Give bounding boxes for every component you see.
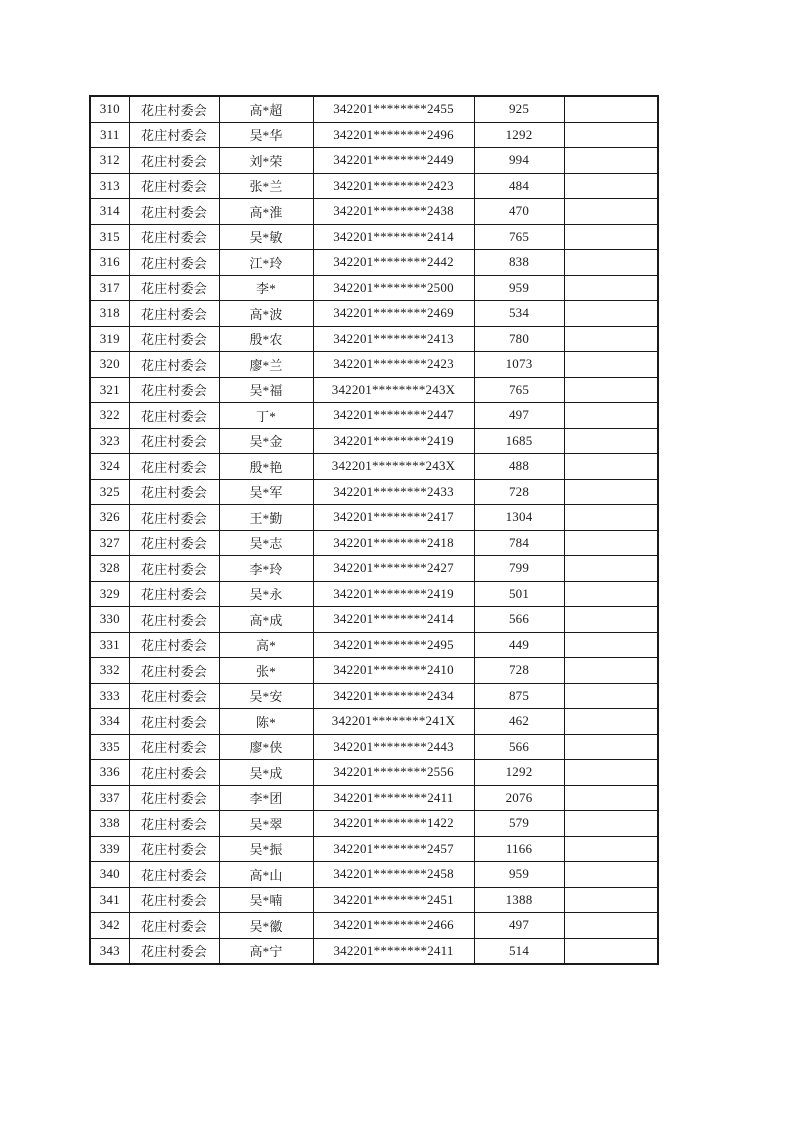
cell-blank — [564, 454, 658, 480]
cell-amount: 566 — [474, 607, 564, 633]
table-row — [90, 862, 658, 888]
cell-village: 花庄村委会 — [129, 326, 219, 352]
table-row — [90, 709, 658, 735]
table-row — [90, 505, 658, 531]
cell-blank — [564, 326, 658, 352]
cell-blank — [564, 938, 658, 964]
cell-amount: 728 — [474, 479, 564, 505]
cell-id-number: 342201********2410 — [313, 658, 474, 684]
cell-row-index: 334 — [90, 709, 129, 735]
cell-row-index: 321 — [90, 377, 129, 403]
cell-amount: 1388 — [474, 887, 564, 913]
cell-id-number: 342201********2423 — [313, 352, 474, 378]
cell-blank — [564, 505, 658, 531]
cell-row-index: 311 — [90, 122, 129, 148]
cell-row-index: 315 — [90, 224, 129, 250]
cell-id-number: 342201********2496 — [313, 122, 474, 148]
table-row — [90, 250, 658, 276]
cell-village: 花庄村委会 — [129, 224, 219, 250]
cell-village: 花庄村委会 — [129, 122, 219, 148]
table-row — [90, 530, 658, 556]
cell-id-number: 342201********2447 — [313, 403, 474, 429]
table-row — [90, 479, 658, 505]
cell-person-name: 高* — [219, 632, 313, 658]
cell-blank — [564, 224, 658, 250]
cell-person-name: 江*玲 — [219, 250, 313, 276]
cell-person-name: 王*勤 — [219, 505, 313, 531]
cell-id-number: 342201********243X — [313, 377, 474, 403]
cell-person-name: 吴*敏 — [219, 224, 313, 250]
cell-row-index: 330 — [90, 607, 129, 633]
cell-row-index: 333 — [90, 683, 129, 709]
table-row — [90, 887, 658, 913]
cell-person-name: 廖*兰 — [219, 352, 313, 378]
table-row — [90, 403, 658, 429]
cell-id-number: 342201********2433 — [313, 479, 474, 505]
cell-person-name: 高*成 — [219, 607, 313, 633]
table-row — [90, 683, 658, 709]
cell-blank — [564, 913, 658, 939]
cell-amount: 484 — [474, 173, 564, 199]
cell-amount: 765 — [474, 224, 564, 250]
table-row — [90, 173, 658, 199]
cell-row-index: 317 — [90, 275, 129, 301]
cell-person-name: 张*兰 — [219, 173, 313, 199]
cell-blank — [564, 352, 658, 378]
cell-blank — [564, 250, 658, 276]
cell-person-name: 陈* — [219, 709, 313, 735]
table-row — [90, 760, 658, 786]
cell-blank — [564, 403, 658, 429]
cell-village: 花庄村委会 — [129, 607, 219, 633]
table-row — [90, 556, 658, 582]
cell-village: 花庄村委会 — [129, 428, 219, 454]
cell-blank — [564, 377, 658, 403]
cell-amount: 799 — [474, 556, 564, 582]
cell-person-name: 丁* — [219, 403, 313, 429]
cell-village: 花庄村委会 — [129, 760, 219, 786]
cell-person-name: 高*波 — [219, 301, 313, 327]
cell-id-number: 342201********241X — [313, 709, 474, 735]
cell-amount: 501 — [474, 581, 564, 607]
table-row — [90, 658, 658, 684]
cell-blank — [564, 658, 658, 684]
table-row — [90, 938, 658, 964]
cell-person-name: 高*淮 — [219, 199, 313, 225]
cell-amount: 462 — [474, 709, 564, 735]
cell-row-index: 316 — [90, 250, 129, 276]
cell-id-number: 342201********2455 — [313, 96, 474, 122]
cell-row-index: 336 — [90, 760, 129, 786]
cell-blank — [564, 785, 658, 811]
cell-person-name: 吴*永 — [219, 581, 313, 607]
cell-amount: 1292 — [474, 122, 564, 148]
cell-amount: 875 — [474, 683, 564, 709]
cell-row-index: 324 — [90, 454, 129, 480]
cell-row-index: 343 — [90, 938, 129, 964]
cell-row-index: 310 — [90, 96, 129, 122]
cell-person-name: 吴*华 — [219, 122, 313, 148]
cell-village: 花庄村委会 — [129, 403, 219, 429]
cell-id-number: 342201********2443 — [313, 734, 474, 760]
cell-id-number: 342201********2458 — [313, 862, 474, 888]
cell-person-name: 吴*志 — [219, 530, 313, 556]
cell-id-number: 342201********1422 — [313, 811, 474, 837]
cell-row-index: 342 — [90, 913, 129, 939]
cell-id-number: 342201********2449 — [313, 148, 474, 174]
cell-row-index: 335 — [90, 734, 129, 760]
cell-village: 花庄村委会 — [129, 530, 219, 556]
cell-row-index: 341 — [90, 887, 129, 913]
cell-id-number: 342201********2418 — [313, 530, 474, 556]
cell-blank — [564, 862, 658, 888]
cell-id-number: 342201********2414 — [313, 607, 474, 633]
cell-id-number: 342201********2434 — [313, 683, 474, 709]
table-row — [90, 428, 658, 454]
cell-village: 花庄村委会 — [129, 454, 219, 480]
cell-id-number: 342201********2457 — [313, 836, 474, 862]
table-row — [90, 734, 658, 760]
cell-blank — [564, 275, 658, 301]
cell-amount: 514 — [474, 938, 564, 964]
cell-village: 花庄村委会 — [129, 887, 219, 913]
cell-row-index: 323 — [90, 428, 129, 454]
table-row — [90, 581, 658, 607]
cell-village: 花庄村委会 — [129, 913, 219, 939]
cell-village: 花庄村委会 — [129, 199, 219, 225]
cell-blank — [564, 148, 658, 174]
cell-blank — [564, 811, 658, 837]
cell-person-name: 吴*振 — [219, 836, 313, 862]
cell-blank — [564, 96, 658, 122]
cell-village: 花庄村委会 — [129, 556, 219, 582]
cell-id-number: 342201********2417 — [313, 505, 474, 531]
cell-person-name: 李* — [219, 275, 313, 301]
cell-id-number: 342201********2419 — [313, 428, 474, 454]
cell-person-name: 李*玲 — [219, 556, 313, 582]
table-row — [90, 275, 658, 301]
cell-row-index: 318 — [90, 301, 129, 327]
cell-village: 花庄村委会 — [129, 250, 219, 276]
cell-id-number: 342201********2466 — [313, 913, 474, 939]
cell-row-index: 332 — [90, 658, 129, 684]
cell-amount: 470 — [474, 199, 564, 225]
table-row — [90, 224, 658, 250]
cell-blank — [564, 760, 658, 786]
cell-blank — [564, 428, 658, 454]
cell-row-index: 326 — [90, 505, 129, 531]
cell-person-name: 殷*农 — [219, 326, 313, 352]
cell-village: 花庄村委会 — [129, 709, 219, 735]
table-row — [90, 199, 658, 225]
table-row — [90, 607, 658, 633]
cell-village: 花庄村委会 — [129, 658, 219, 684]
cell-person-name: 高*山 — [219, 862, 313, 888]
cell-village: 花庄村委会 — [129, 581, 219, 607]
table-row — [90, 811, 658, 837]
cell-row-index: 314 — [90, 199, 129, 225]
cell-id-number: 342201********2442 — [313, 250, 474, 276]
table-row — [90, 913, 658, 939]
cell-id-number: 342201********2438 — [313, 199, 474, 225]
table-row — [90, 122, 658, 148]
cell-blank — [564, 530, 658, 556]
cell-blank — [564, 122, 658, 148]
cell-person-name: 吴*福 — [219, 377, 313, 403]
cell-village: 花庄村委会 — [129, 938, 219, 964]
cell-amount: 994 — [474, 148, 564, 174]
cell-row-index: 327 — [90, 530, 129, 556]
cell-person-name: 高*宁 — [219, 938, 313, 964]
cell-id-number: 342201********2423 — [313, 173, 474, 199]
cell-id-number: 342201********2427 — [313, 556, 474, 582]
cell-row-index: 339 — [90, 836, 129, 862]
cell-id-number: 342201********2413 — [313, 326, 474, 352]
cell-village: 花庄村委会 — [129, 632, 219, 658]
cell-blank — [564, 734, 658, 760]
table-row — [90, 352, 658, 378]
cell-amount: 1685 — [474, 428, 564, 454]
cell-amount: 1304 — [474, 505, 564, 531]
cell-row-index: 328 — [90, 556, 129, 582]
cell-id-number: 342201********243X — [313, 454, 474, 480]
table-row — [90, 301, 658, 327]
cell-person-name: 高*超 — [219, 96, 313, 122]
table-row — [90, 377, 658, 403]
cell-village: 花庄村委会 — [129, 785, 219, 811]
cell-row-index: 329 — [90, 581, 129, 607]
cell-row-index: 320 — [90, 352, 129, 378]
beneficiary-table — [89, 95, 659, 965]
cell-person-name: 张* — [219, 658, 313, 684]
cell-row-index: 340 — [90, 862, 129, 888]
table-row — [90, 148, 658, 174]
cell-village: 花庄村委会 — [129, 683, 219, 709]
table-row — [90, 836, 658, 862]
cell-row-index: 322 — [90, 403, 129, 429]
cell-amount: 2076 — [474, 785, 564, 811]
cell-row-index: 337 — [90, 785, 129, 811]
cell-amount: 579 — [474, 811, 564, 837]
cell-id-number: 342201********2556 — [313, 760, 474, 786]
cell-amount: 780 — [474, 326, 564, 352]
cell-person-name: 吴*喃 — [219, 887, 313, 913]
cell-person-name: 廖*侠 — [219, 734, 313, 760]
cell-blank — [564, 556, 658, 582]
table-row — [90, 326, 658, 352]
cell-amount: 1292 — [474, 760, 564, 786]
cell-id-number: 342201********2500 — [313, 275, 474, 301]
cell-blank — [564, 836, 658, 862]
cell-id-number: 342201********2495 — [313, 632, 474, 658]
cell-id-number: 342201********2419 — [313, 581, 474, 607]
cell-amount: 959 — [474, 275, 564, 301]
cell-amount: 784 — [474, 530, 564, 556]
cell-id-number: 342201********2411 — [313, 938, 474, 964]
cell-person-name: 吴*安 — [219, 683, 313, 709]
cell-amount: 488 — [474, 454, 564, 480]
cell-blank — [564, 709, 658, 735]
cell-amount: 1166 — [474, 836, 564, 862]
cell-village: 花庄村委会 — [129, 479, 219, 505]
cell-blank — [564, 479, 658, 505]
table-row — [90, 632, 658, 658]
cell-id-number: 342201********2411 — [313, 785, 474, 811]
cell-village: 花庄村委会 — [129, 505, 219, 531]
cell-blank — [564, 199, 658, 225]
cell-blank — [564, 173, 658, 199]
cell-row-index: 313 — [90, 173, 129, 199]
cell-row-index: 338 — [90, 811, 129, 837]
cell-village: 花庄村委会 — [129, 173, 219, 199]
cell-blank — [564, 683, 658, 709]
cell-village: 花庄村委会 — [129, 148, 219, 174]
cell-blank — [564, 632, 658, 658]
cell-village: 花庄村委会 — [129, 352, 219, 378]
cell-village: 花庄村委会 — [129, 734, 219, 760]
table-row — [90, 454, 658, 480]
cell-village: 花庄村委会 — [129, 377, 219, 403]
cell-row-index: 319 — [90, 326, 129, 352]
cell-blank — [564, 607, 658, 633]
cell-amount: 728 — [474, 658, 564, 684]
table-body — [90, 96, 658, 964]
cell-village: 花庄村委会 — [129, 96, 219, 122]
cell-village: 花庄村委会 — [129, 811, 219, 837]
cell-person-name: 吴*成 — [219, 760, 313, 786]
cell-amount: 1073 — [474, 352, 564, 378]
cell-amount: 534 — [474, 301, 564, 327]
cell-amount: 925 — [474, 96, 564, 122]
cell-village: 花庄村委会 — [129, 301, 219, 327]
cell-person-name: 刘*荣 — [219, 148, 313, 174]
cell-person-name: 吴*军 — [219, 479, 313, 505]
cell-amount: 838 — [474, 250, 564, 276]
cell-id-number: 342201********2414 — [313, 224, 474, 250]
cell-amount: 449 — [474, 632, 564, 658]
cell-row-index: 312 — [90, 148, 129, 174]
cell-id-number: 342201********2451 — [313, 887, 474, 913]
cell-village: 花庄村委会 — [129, 862, 219, 888]
cell-blank — [564, 887, 658, 913]
cell-village: 花庄村委会 — [129, 836, 219, 862]
cell-amount: 497 — [474, 403, 564, 429]
cell-person-name: 吴*徽 — [219, 913, 313, 939]
table-row — [90, 785, 658, 811]
cell-blank — [564, 301, 658, 327]
cell-person-name: 吴*金 — [219, 428, 313, 454]
cell-amount: 959 — [474, 862, 564, 888]
cell-amount: 566 — [474, 734, 564, 760]
cell-person-name: 李*团 — [219, 785, 313, 811]
cell-village: 花庄村委会 — [129, 275, 219, 301]
cell-row-index: 325 — [90, 479, 129, 505]
cell-blank — [564, 581, 658, 607]
cell-person-name: 殷*艳 — [219, 454, 313, 480]
cell-id-number: 342201********2469 — [313, 301, 474, 327]
cell-person-name: 吴*翠 — [219, 811, 313, 837]
table-row — [90, 96, 658, 122]
cell-row-index: 331 — [90, 632, 129, 658]
cell-amount: 765 — [474, 377, 564, 403]
cell-amount: 497 — [474, 913, 564, 939]
